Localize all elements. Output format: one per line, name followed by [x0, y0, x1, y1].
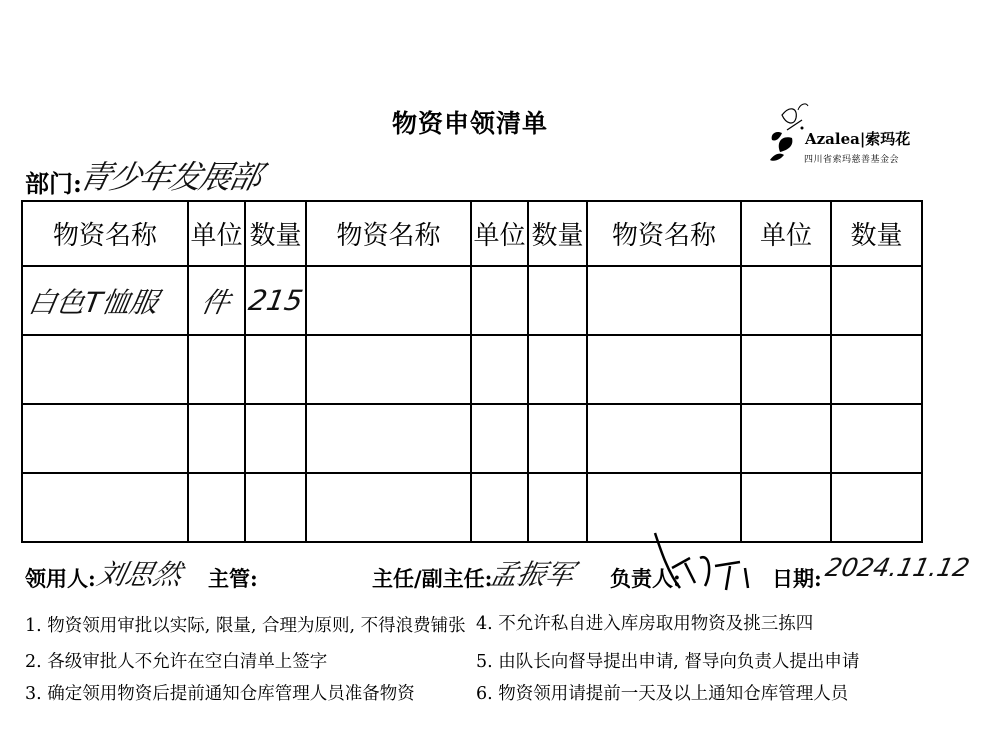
table-cell: [188, 473, 245, 542]
department-label: 部门:: [25, 169, 82, 198]
table-cell: [528, 473, 587, 542]
date-value: 2024.11.12: [822, 553, 973, 582]
table-cell: [831, 266, 922, 335]
header-unit-2: 单位: [471, 201, 528, 266]
table-cell: [245, 335, 306, 404]
note-item: 1. 物资领用审批以实际, 限量, 合理为原则, 不得浪费铺张: [25, 616, 466, 636]
department-value: 青少年发展部: [75, 158, 264, 196]
table-cell: [22, 404, 188, 473]
note-item: 4. 不允许私自进入库房取用物资及挑三拣四: [476, 614, 814, 634]
table-cell: [306, 404, 471, 473]
table-cell: [471, 473, 528, 542]
header-item-name-3: 物资名称: [587, 201, 741, 266]
table-row: [22, 473, 922, 542]
table-cell: [188, 266, 245, 335]
table-cell: [245, 473, 306, 542]
item-quantity: 215: [245, 284, 306, 317]
table-cell: [245, 404, 306, 473]
table-cell: [741, 335, 831, 404]
recipient-label: 领用人:: [25, 566, 96, 591]
table-cell: [528, 335, 587, 404]
table-row: [22, 335, 922, 404]
note-item: 5. 由队长向督导提出申请, 督导向负责人提出申请: [476, 652, 860, 672]
director-label: 主任/副主任:: [372, 566, 493, 591]
table-cell: [22, 473, 188, 542]
table-cell: [587, 335, 741, 404]
table-cell: [245, 266, 306, 335]
table-cell: [831, 404, 922, 473]
header-quantity-2: 数量: [528, 201, 587, 266]
document-title: 物资申领清单: [391, 109, 548, 138]
table-cell: [188, 335, 245, 404]
materials-table: [21, 200, 923, 543]
table-cell: [306, 335, 471, 404]
table-cell: [741, 404, 831, 473]
supervisor-label: 主管:: [208, 566, 258, 591]
table-cell: [22, 335, 188, 404]
header-unit-3: 单位: [741, 201, 831, 266]
table-cell: [831, 335, 922, 404]
table-cell: [528, 404, 587, 473]
table-cell: [188, 404, 245, 473]
header-quantity-3: 数量: [831, 201, 922, 266]
responsible-label: 负责人:: [610, 566, 681, 591]
note-item: 6. 物资领用请提前一天及以上通知仓库管理人员: [476, 684, 849, 704]
logo-subtitle: 四川省索玛慈善基金会: [804, 155, 900, 165]
table-cell: [587, 404, 741, 473]
date-label: 日期:: [772, 566, 822, 591]
header-item-name-2: 物资名称: [306, 201, 471, 266]
table-cell: [587, 266, 741, 335]
item-name: 白色T恤服: [25, 285, 161, 319]
table-cell: [306, 266, 471, 335]
table-cell: [471, 404, 528, 473]
note-item: 3. 确定领用物资后提前通知仓库管理人员准备物资: [25, 684, 415, 704]
table-cell: [831, 473, 922, 542]
header-quantity-1: 数量: [245, 201, 306, 266]
table-cell: [306, 473, 471, 542]
table-cell: [528, 266, 587, 335]
item-unit: 件: [199, 285, 234, 319]
recipient-signature: 刘思然: [94, 558, 186, 591]
table-cell: [471, 266, 528, 335]
table-cell: [741, 266, 831, 335]
table-row: [22, 266, 922, 335]
note-item: 2. 各级审批人不允许在空白清单上签字: [25, 652, 328, 672]
header-unit-1: 单位: [188, 201, 245, 266]
table-header-row: [22, 201, 922, 266]
director-signature: 孟振军: [486, 558, 578, 591]
header-item-name-1: 物资名称: [22, 201, 188, 266]
logo-brand: Azalea|索玛花: [805, 130, 911, 148]
table-row: [22, 404, 922, 473]
table-cell: [22, 266, 188, 335]
table-cell: [471, 335, 528, 404]
